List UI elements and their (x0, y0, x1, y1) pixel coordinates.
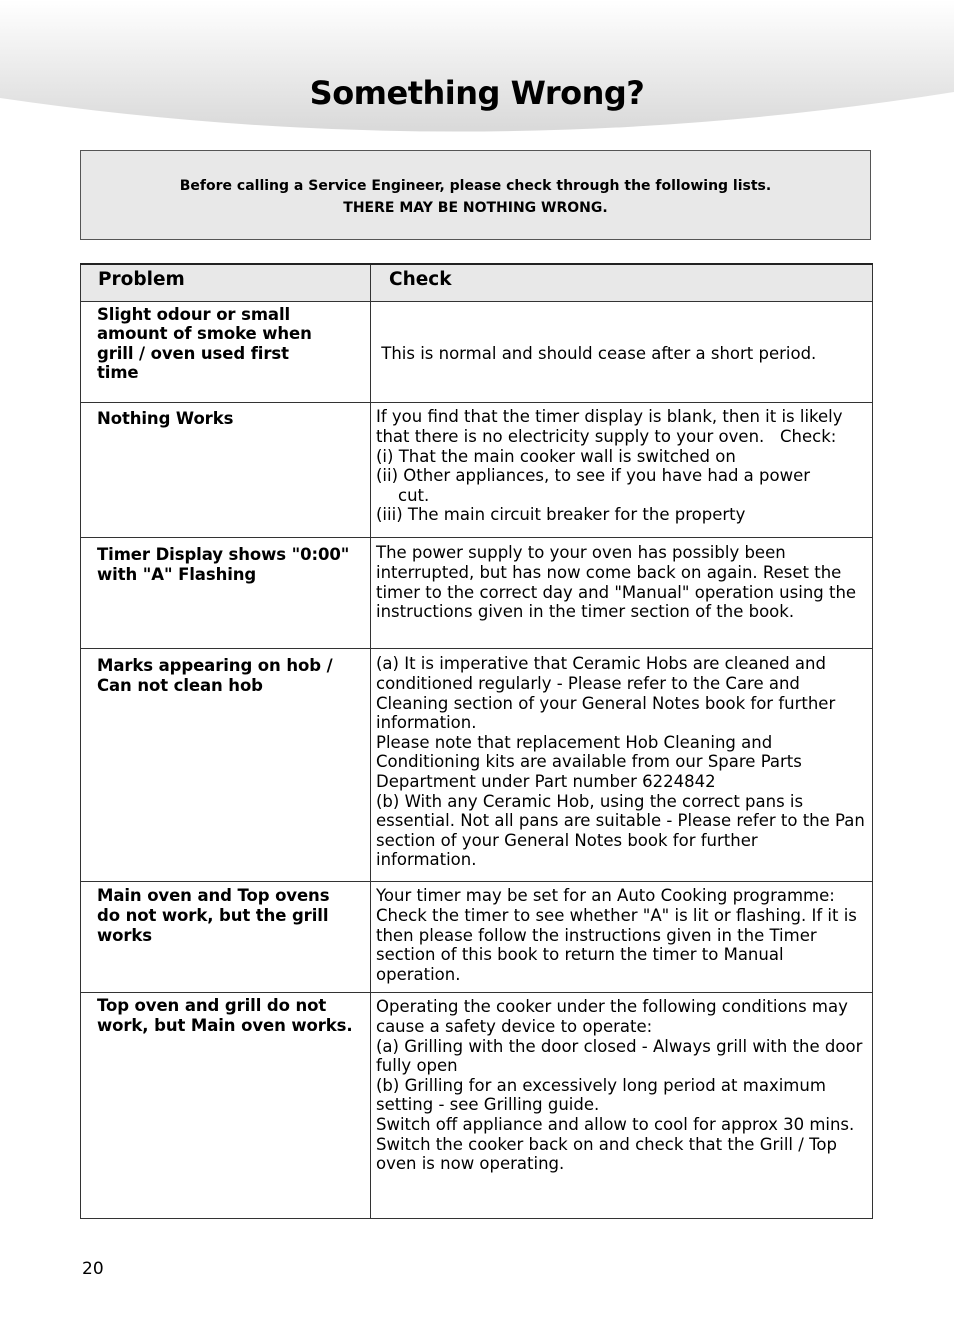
notice-box (80, 150, 871, 240)
problem-line: Main oven and Top ovens (97, 886, 330, 906)
check-line: essential. Not all pans are suitable - Please refer to the Pan (376, 811, 865, 831)
check-line: fully open (376, 1056, 458, 1076)
check-line: oven is now operating. (376, 1154, 565, 1174)
check-line: information. (376, 713, 477, 733)
table-row (81, 882, 873, 993)
check-cell (371, 649, 873, 882)
check-line: (i) That the main cooker wall is switched on (376, 446, 736, 466)
check-line: Your timer may be set for an Auto Cooking programme: (376, 886, 835, 906)
check-line: that there is no electricity supply to your oven. Check: (376, 427, 837, 447)
check-line: setting - see Grilling guide. (376, 1095, 600, 1115)
problem-column-header: Problem (81, 264, 371, 301)
check-cell (371, 301, 873, 403)
problem-cell (81, 301, 371, 403)
check-cell (371, 403, 873, 538)
table-header-row (81, 264, 873, 301)
check-line: (b) With any Ceramic Hob, using the correct pans is (376, 791, 804, 811)
header-band (0, 0, 954, 140)
check-line: then please follow the instructions given in the Timer (376, 925, 817, 945)
problem-line: do not work, but the grill (97, 906, 329, 926)
check-line: The power supply to your oven has possibly been (376, 543, 786, 563)
check-cell (371, 538, 873, 649)
problem-cell (81, 538, 371, 649)
check-line: Operating the cooker under the following conditions may (376, 997, 848, 1017)
notice-line-2: THERE MAY BE NOTHING WRONG. (343, 200, 608, 216)
check-line: If you find that the timer display is blank, then it is likely (376, 407, 843, 427)
table-row (81, 993, 873, 1219)
problem-line: with "A" Flashing (97, 565, 257, 585)
problem-line: Timer Display shows "0:00" (97, 545, 350, 565)
table-row (81, 649, 873, 882)
check-line: Check the timer to see whether "A" is lit or flashing. If it is (376, 906, 857, 926)
troubleshooting-table (80, 263, 873, 1219)
problem-line: Marks appearing on hob / (97, 656, 333, 676)
check-line: Please note that replacement Hob Cleaning and (376, 732, 773, 752)
problem-line: grill / oven used first (97, 343, 289, 363)
check-line: operation. (376, 964, 461, 984)
check-line: cut. (398, 485, 430, 505)
check-line: Cleaning section of your General Notes book for further (376, 693, 836, 713)
problem-cell (81, 993, 371, 1219)
problem-line: Nothing Works (97, 409, 234, 429)
page-title: Something Wrong? (309, 74, 645, 112)
table-row (81, 538, 873, 649)
table-row (81, 403, 873, 538)
check-line: Switch off appliance and allow to cool for approx 30 mins. (376, 1115, 855, 1135)
check-line: information. (376, 850, 477, 870)
problem-line: works (97, 925, 153, 945)
check-line: instructions given in the timer section of the book. (376, 602, 795, 622)
check-line: conditioned regularly - Please refer to the Care and (376, 674, 800, 694)
notice-line-1: Before calling a Service Engineer, please check through the following lists. (179, 178, 772, 194)
check-column-header: Check (371, 264, 873, 301)
check-line: section of your General Notes book for further (376, 830, 758, 850)
problem-cell (81, 649, 371, 882)
check-line: (a) It is imperative that Ceramic Hobs are cleaned and (376, 654, 826, 674)
check-line: cause a safety device to operate: (376, 1017, 653, 1037)
problem-cell (81, 882, 371, 993)
problem-line: time (97, 363, 139, 383)
check-line: (iii) The main circuit breaker for the property (376, 505, 746, 525)
table-row (81, 301, 873, 403)
check-line: (ii) Other appliances, to see if you have had a power (376, 466, 811, 486)
page-number: 20 (82, 1259, 104, 1279)
check-line: Conditioning kits are available from our Spare Parts (376, 752, 802, 772)
check-line: (b) Grilling for an excessively long period at maximum (376, 1075, 826, 1095)
check-cell (371, 993, 873, 1219)
problem-line: work, but Main oven works. (97, 1016, 353, 1036)
problem-line: amount of smoke when (97, 324, 312, 344)
check-line: This is normal and should cease after a short period. (376, 343, 817, 363)
check-line: Department under Part number 6224842 (376, 772, 716, 792)
problem-line: Slight odour or small (97, 304, 291, 324)
check-line: (a) Grilling with the door closed - Always grill with the door (376, 1036, 863, 1056)
problem-cell (81, 403, 371, 538)
problem-line: Top oven and grill do not (97, 996, 327, 1016)
check-line: interrupted, but has now come back on again. Reset the (376, 563, 842, 583)
check-line: section of this book to return the timer to Manual (376, 945, 784, 965)
check-line: timer to the correct day and "Manual" operation using the (376, 582, 857, 602)
check-line: Switch the cooker back on and check that the Grill / Top (376, 1134, 837, 1154)
check-cell (371, 882, 873, 993)
problem-line: Can not clean hob (97, 676, 263, 696)
